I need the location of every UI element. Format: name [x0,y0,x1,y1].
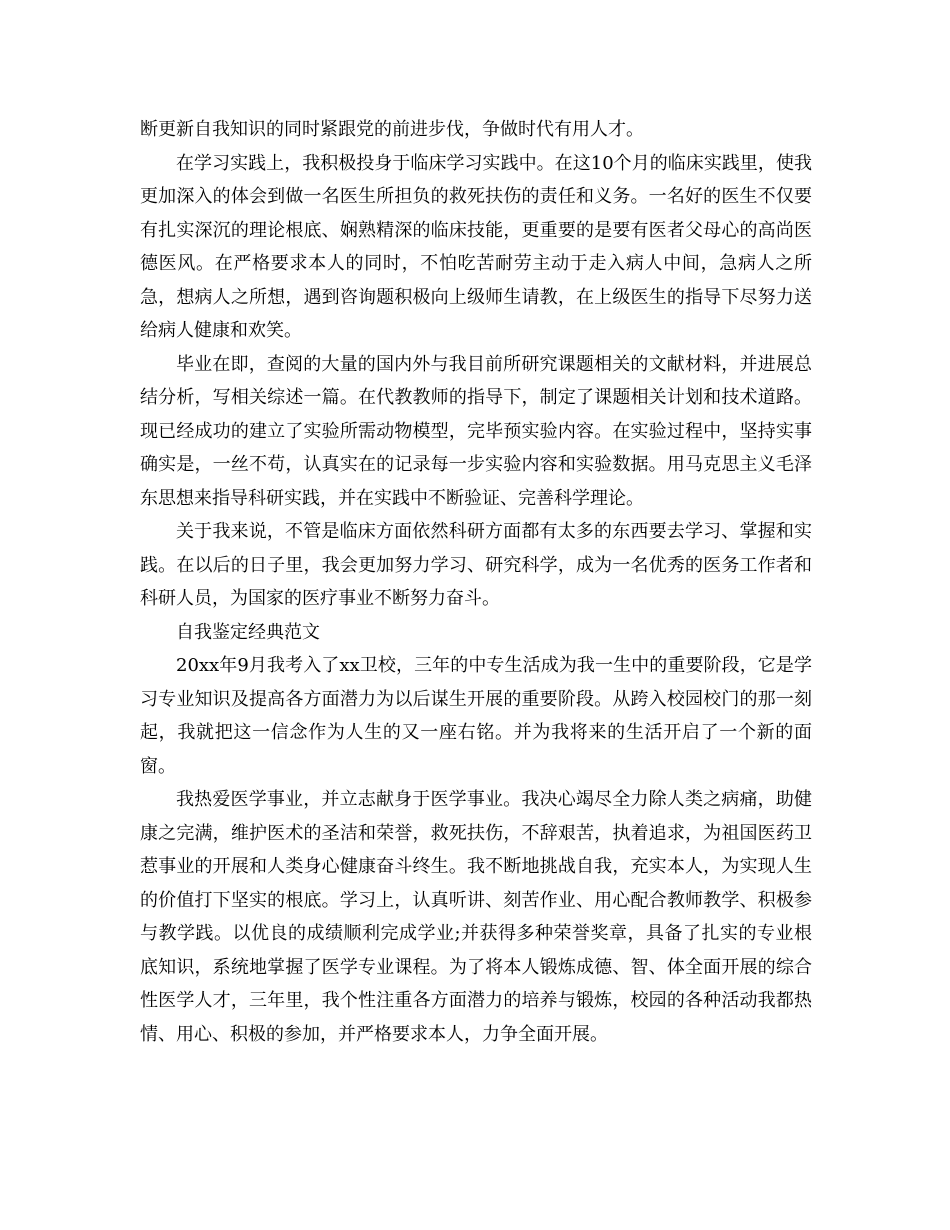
paragraph-research: 毕业在即，查阅的大量的国内外与我目前所研究课题相关的文献材料，并进展总结分析，写相关综述一篇。在代教教师的指导下，制定了课题相关计划和技术道路。现已经成功的建立了实验所需动物模型，完毕预实验内容。在实验过程中，坚持实事确实是，一丝不苟，认真实在的记录每一步实验内容和实验数据。用马克思主义毛泽东思想来指导科研实践，并在实践中不断验证、完善科学理论。 [140,353,812,509]
document-body [140,113,812,1051]
paragraph-future: 关于我来说，不管是临床方面依然科研方面都有太多的东西要去学习、掌握和实践。在以后的日子里，我会更加努力学习、研究科学，成为一名优秀的医务工作者和科研人员，为国家的医疗事业不断努力奋斗。 [140,521,812,609]
section-title: 自我鉴定经典范文 [176,621,320,643]
paragraph-enrollment: 20xx年9月我考入了xx卫校，三年的中专生活成为我一生中的重要阶段，它是学习专业知识及提高各方面潜力为以后谋生开展的重要阶段。从跨入校园校门的那一刻起，我就把这一信念作为人生的又一座右铭。并为我将来的生活开启了一个新的面窗。 [140,655,812,777]
paragraph-clinical-practice: 在学习实践上，我积极投身于临床学习实践中。在这10个月的临床实践里，使我更加深入的体会到做一名医生所担负的救死扶伤的责任和义务。一名好的医生不仅要有扎实深沉的理论根底、娴熟精深的临床技能，更重要的是要有医者父母心的高尚医德医风。在严格要求本人的同时，不怕吃苦耐劳主动于走入病人中间，急病人之所急，想病人之所想，遇到咨询题积极向上级师生请教，在上级医生的指导下尽努力送给病人健康和欢笑。 [140,152,812,341]
paragraph-continuation: 断更新自我知识的同时紧跟党的前进步伐，争做时代有用人才。 [140,119,644,140]
paragraph-dedication: 我热爱医学事业，并立志献身于医学事业。我决心竭尽全力除人类之病痛，助健康之完满，维护医术的圣洁和荣誉，救死扶伤，不辞艰苦，执着追求，为祖国医药卫惹事业的开展和人类身心健康奋斗终生。我不断地挑战自我，充实本人，为实现人生的价值打下坚实的根底。学习上，认真听讲、刻苦作业、用心配合教师教学、积极参与教学践。以优良的成绩顺利完成学业;并获得多种荣誉奖章，具备了扎实的专业根底知识，系统地掌握了医学专业课程。为了将本人锻炼成德、智、体全面开展的综合性医学人才，三年里，我个性注重各方面潜力的培养与锻炼，校园的各种活动我都热情、用心、积极的参加，并严格要求本人，力争全面开展。 [140,789,812,1045]
